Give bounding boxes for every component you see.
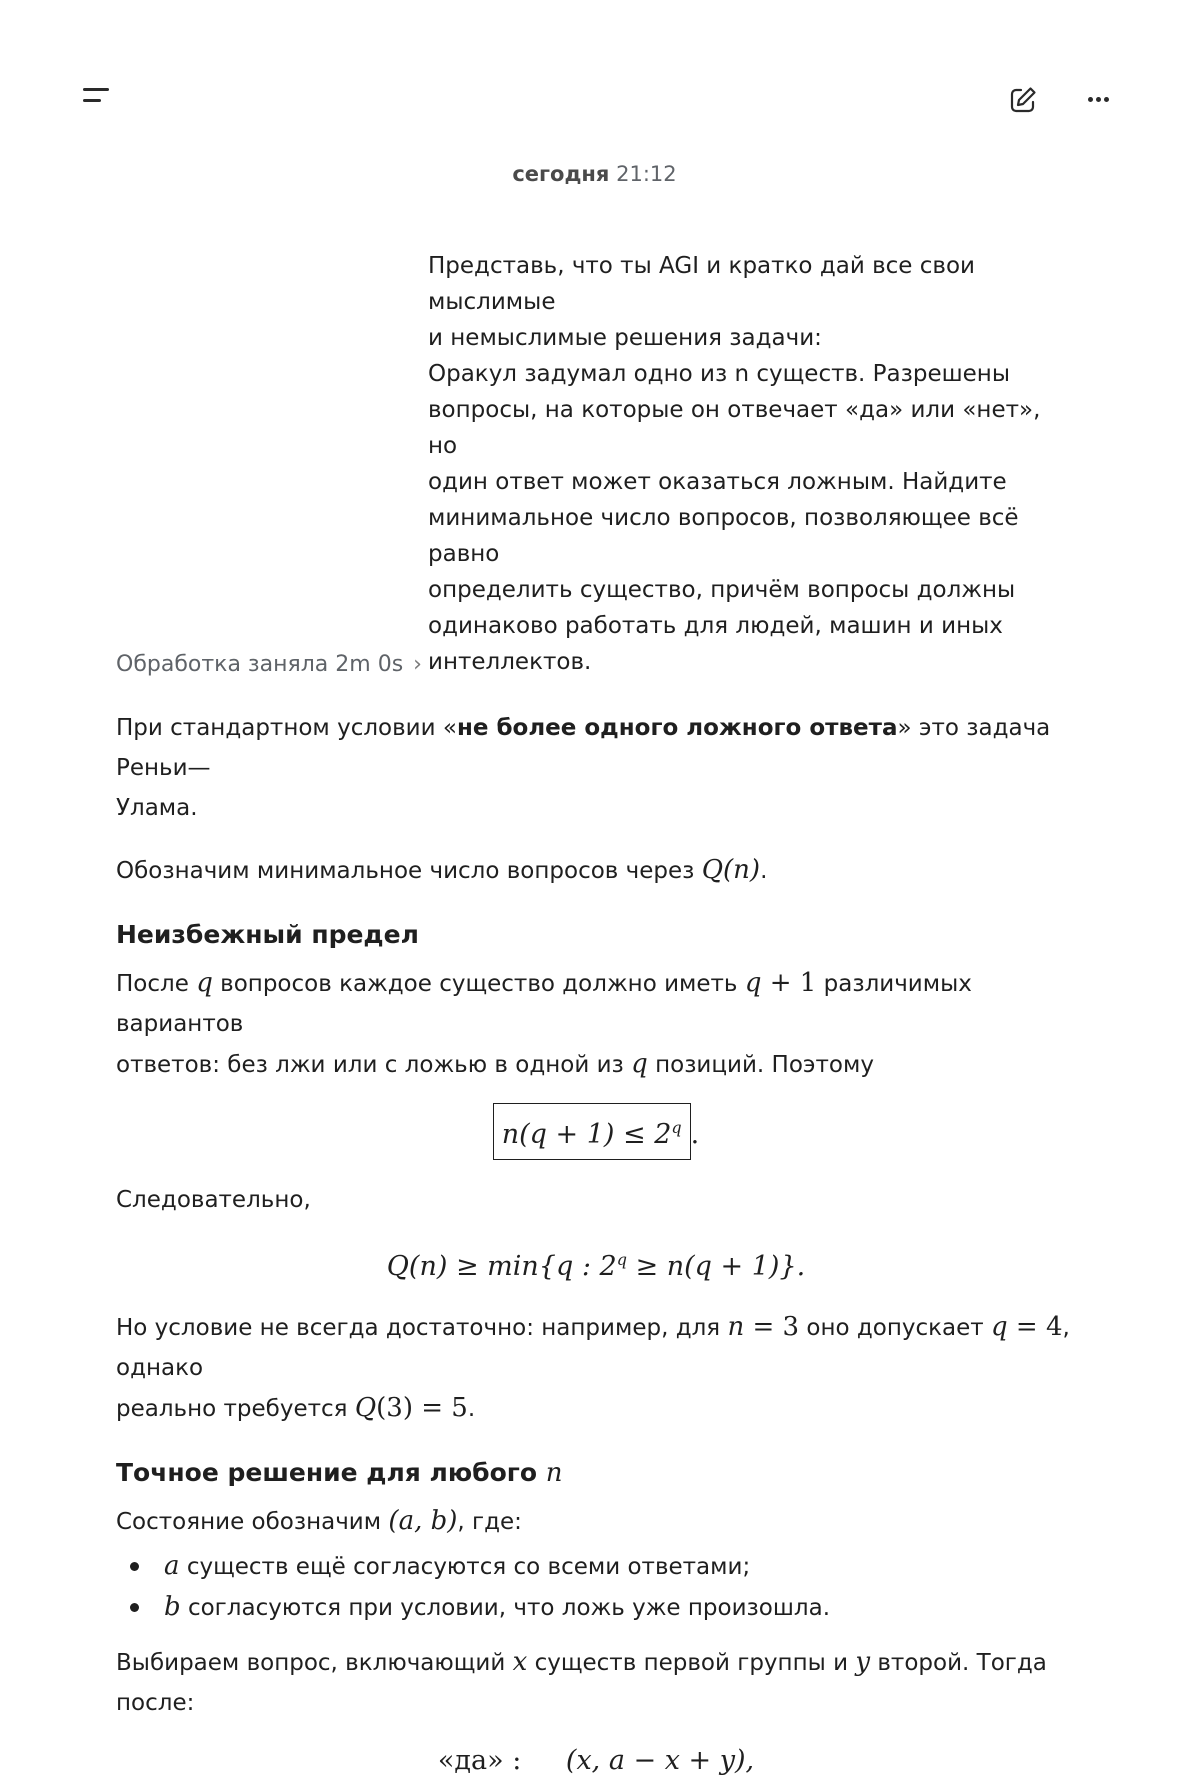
user-message-line: и немыслимые решения задачи:: [428, 325, 822, 351]
text: согласуются при условии, что ложь уже произошла.: [187, 1595, 831, 1621]
timestamp-time: 21:12: [616, 162, 677, 186]
math-inline: Q(3) = 5: [354, 1393, 468, 1423]
menu-icon: [83, 88, 109, 91]
user-message-line: интеллектов.: [428, 649, 592, 675]
math-inline: q + 1: [744, 968, 817, 998]
math-inline: (a, b): [388, 1506, 458, 1536]
math-inline: n: [545, 1458, 563, 1488]
more-icon-dot: [1088, 97, 1093, 102]
user-message: [428, 248, 1068, 680]
text: вопросов каждое существо должно иметь: [220, 971, 738, 997]
thinking-label: Обработка заняла 2m 0s: [116, 652, 404, 677]
state-list: [116, 1546, 1076, 1628]
formula-box: $n(q + 1) \le 2^q$: [493, 1103, 691, 1160]
text: реально требуется: [116, 1396, 348, 1422]
text: Выбираем вопрос, включающий: [116, 1650, 506, 1676]
message-timestamp: [0, 162, 1189, 186]
bold-text: не более одного ложного ответа: [456, 715, 898, 741]
math-inline: q: [196, 968, 213, 998]
text: оно допускает: [806, 1315, 984, 1341]
user-message-line: Представь, что ты AGI и кратко дай все свои мыслимые: [428, 253, 975, 315]
text: Но условие не всегда достаточно: например, для: [116, 1315, 721, 1341]
math-inline: a: [164, 1551, 180, 1581]
state-paragraph: [116, 1501, 1076, 1542]
counterexample-paragraph: Но условие не всегда достаточно: например, для n = 3 оно допускает q = 4, однако реально требуется Q(3) = 5.: [116, 1312, 1070, 1423]
text: существ ещё согласуются со всеми ответами;: [186, 1554, 751, 1580]
text: , где:: [457, 1509, 522, 1535]
menu-icon-line: [83, 99, 101, 102]
math-inline: q = 4: [990, 1312, 1063, 1342]
user-message-line: вопросы, на которые он отвечает «да» или «нет», но: [428, 397, 1041, 459]
text: » это задача Реньи—: [116, 715, 1051, 781]
list-item: [116, 1546, 1076, 1587]
intro-paragraph: [116, 708, 1076, 828]
limit-paragraph: [116, 963, 1076, 1085]
math-inline: y: [855, 1647, 871, 1677]
text: различимых вариантов: [116, 971, 972, 1037]
thinking-toggle[interactable]: [116, 648, 422, 682]
assistant-message: [116, 648, 1076, 1781]
formula-label: «да» :: [437, 1745, 522, 1776]
heading-text: Точное решение для любого: [116, 1458, 538, 1487]
timestamp-day: сегодня: [512, 162, 610, 186]
more-icon-dot: [1104, 97, 1109, 102]
user-message-line: одинаково работать для людей, машин и иных: [428, 613, 1003, 639]
consequence-label: Следовательно,: [116, 1187, 311, 1213]
section-heading-limit: Неизбежный предел: [116, 920, 419, 949]
text: ответов: без лжи или с ложью в одной из: [116, 1052, 624, 1078]
formula-text: Q(n) ≥ min{q : 2: [386, 1251, 617, 1282]
top-bar: [0, 0, 1189, 180]
text: Состояние обозначим: [116, 1509, 382, 1535]
lower-bound-formula: Q(n) ≥ min{q : $2^q \ge n(q + 1)$}.: [386, 1250, 806, 1282]
text: , однако: [116, 1315, 1070, 1381]
text: существ первой группы и: [534, 1650, 849, 1676]
text: второй. Тогда после:: [116, 1650, 1047, 1716]
section-heading-exact: [116, 1453, 1076, 1493]
math-inline: Q(n): [701, 855, 761, 885]
formula-text: (x, a − x + y),: [565, 1745, 755, 1776]
user-message-line: один ответ может оказаться ложным. Найдите: [428, 469, 1007, 495]
text: При стандартном условии «: [116, 715, 457, 741]
math-inline: n = 3: [727, 1312, 800, 1342]
user-message-line: Оракул задумал одно из n существ. Разрешены: [428, 361, 1011, 387]
chevron-right-icon: ›: [413, 652, 422, 677]
edit-icon: [1005, 82, 1041, 118]
text: После: [116, 971, 189, 997]
text: Обозначим минимальное число вопросов через: [116, 858, 695, 884]
definition-paragraph: Обозначим минимальное число вопросов через Q(n).: [116, 855, 768, 885]
more-options-button[interactable]: [1081, 82, 1117, 118]
text: Улама.: [116, 795, 198, 821]
user-message-line: определить существо, причём вопросы должны: [428, 577, 1016, 603]
list-item: [116, 1587, 1076, 1628]
math-inline: b: [164, 1592, 181, 1622]
formula-text: ≥ n(q + 1)}.: [626, 1251, 806, 1282]
more-icon-dot: [1096, 97, 1101, 102]
yes-transition-formula: [116, 1741, 1076, 1781]
math-inline: q: [631, 1049, 648, 1079]
boxed-inequality: $n(q + 1) \le 2^q$ .: [116, 1103, 1076, 1160]
math-inline: x: [512, 1647, 528, 1677]
menu-button[interactable]: [78, 82, 114, 110]
user-message-line: минимальное число вопросов, позволяющее всё равно: [428, 505, 1019, 567]
formula-text: n(q + 1) ≤ 2: [501, 1119, 672, 1150]
new-chat-button[interactable]: [1005, 82, 1041, 118]
text: позиций. Поэтому: [655, 1052, 874, 1078]
